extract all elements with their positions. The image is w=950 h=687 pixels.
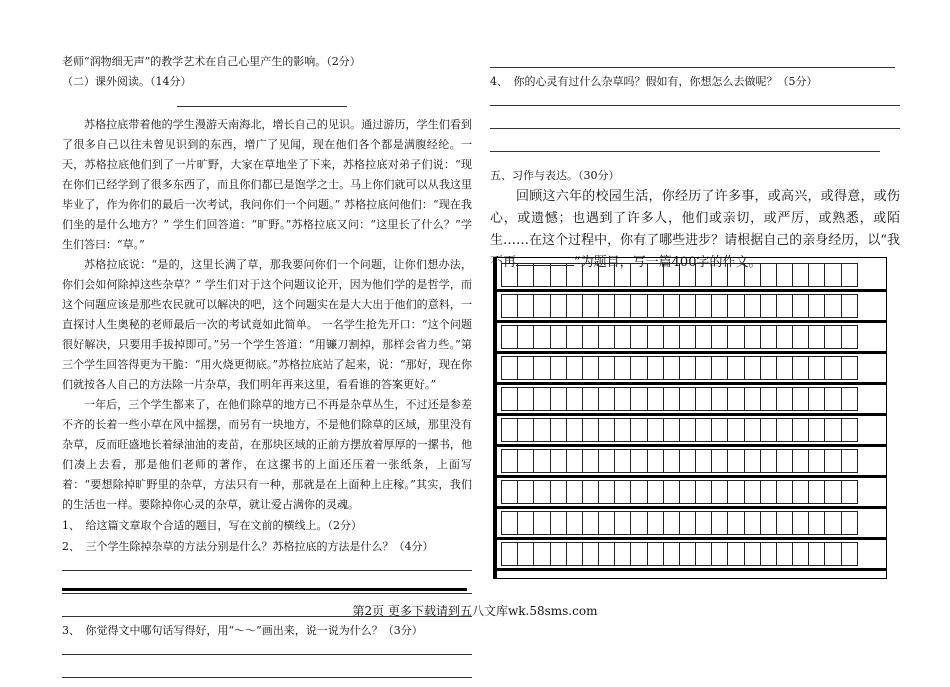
grid-cell[interactable] [630,511,647,535]
passage-paragraph: 一年后，三个学生都来了，在他们除草的地方已不再是杂草丛生，不过还是参差不齐的长着一些小草在风中摇摆，而另有一块地方，不是他们除草的区域，那里没有杂草，反而旺盛地长着绿油油的麦苗，在那块区域的正前方摆放着厚厚的一摞书，他们凑上去看，那是他们老师的著作，在这摞书的上面还压着一张纸条，上面写着：“要想除掉旷野里的杂草，方法只有一种，那就是在上面种上庄稼。”其实，我们的生活也一样。要除掉你心灵的杂草，就让爱占满你的灵魂。 [62,398,472,511]
grid-cell[interactable] [533,387,550,411]
prompt-text: 回顾这六年的校园生活，你经历了许多事，或高兴，或得意，或伤心，或遗憾；也遇到了许多人，他们或亲切，或严厉，或熟悉，或陌生……在这个过程中，你有了哪些进步？请根据自己的亲身经历，以“我不再 [490,189,900,270]
grid-cell[interactable] [598,449,615,473]
right-column [490,52,900,274]
grid-cell[interactable] [841,294,858,318]
grid-cell[interactable] [647,449,664,473]
grid-cell[interactable] [744,263,761,287]
grid-cell[interactable] [647,325,664,349]
grid-cell[interactable] [566,356,583,380]
grid-cell[interactable] [630,449,647,473]
grid-cell[interactable] [647,294,664,318]
grid-cell[interactable] [695,449,712,473]
grid-cell[interactable] [614,480,631,504]
grid-cell[interactable] [760,387,777,411]
grid-row [501,356,879,380]
grid-cell[interactable] [566,542,583,566]
grid-cell[interactable] [533,325,550,349]
grid-row-separator [497,444,887,447]
grid-cell[interactable] [808,418,825,442]
grid-cell[interactable] [808,294,825,318]
grid-cell[interactable] [776,542,793,566]
grid-cell[interactable] [517,418,534,442]
grid-cell[interactable] [824,480,841,504]
grid-cell[interactable] [841,263,858,287]
grid-cell[interactable] [517,294,534,318]
grid-cell[interactable] [711,511,728,535]
grid-cell[interactable] [776,325,793,349]
passage-paragraph: 苏格拉底带着他的学生漫游天南海北，增长自己的见识。通过游历，学生们看到了很多自己以往未曾见识到的东西，增广了见闻，现在他们各个都是满腹经纶。一天，苏格拉底他们到了一片旷野，大家在草地坐了下来，苏格拉底对弟子们说：“现在你们已经学到了很多东西了，而且你们都已是饱学之士。马上你们就可以从我这里毕业了，作为你们的最后一次考试，我问你们一个问题。” 苏格拉底问他们：“现在我们坐的是什么地方？” 学生们回答道：“旷野。”苏格拉底又问：“这里长了什么？”学生们答曰：“草。” [62,118,472,251]
grid-cell[interactable] [630,387,647,411]
grid-cell[interactable] [727,387,744,411]
grid-cell[interactable] [776,418,793,442]
grid-cell[interactable] [550,356,567,380]
grid-cell[interactable] [679,356,696,380]
grid-cell[interactable] [550,418,567,442]
grid-cell[interactable] [550,294,567,318]
grid-cell[interactable] [841,542,858,566]
grid-cell[interactable] [533,356,550,380]
grid-cell[interactable] [663,387,680,411]
grid-cell[interactable] [824,356,841,380]
grid-cell[interactable] [711,387,728,411]
grid-row-separator [497,568,887,571]
grid-cell[interactable] [614,387,631,411]
grid-cell[interactable] [679,294,696,318]
grid-cell[interactable] [841,480,858,504]
grid-cell[interactable] [614,263,631,287]
grid-cell[interactable] [792,542,809,566]
grid-cell[interactable] [647,511,664,535]
grid-cell[interactable] [824,542,841,566]
grid-cell[interactable] [614,449,631,473]
grid-cell[interactable] [711,418,728,442]
grid-cell[interactable] [776,294,793,318]
grid-cell[interactable] [566,480,583,504]
grid-row-separator [497,537,887,540]
grid-cell[interactable] [550,263,567,287]
grid-cell[interactable] [550,387,567,411]
grid-cell[interactable] [760,356,777,380]
grid-cell[interactable] [792,263,809,287]
grid-cell[interactable] [630,263,647,287]
grid-cell[interactable] [550,480,567,504]
grid-cell[interactable] [808,511,825,535]
grid-cell[interactable] [614,325,631,349]
grid-cell[interactable] [695,263,712,287]
grid-cell[interactable] [744,294,761,318]
grid-cell[interactable] [808,356,825,380]
grid-cell[interactable] [630,418,647,442]
answer-line[interactable] [62,557,472,571]
answer-line[interactable] [62,580,472,594]
composition-grid[interactable] [493,257,887,579]
grid-cell[interactable] [760,294,777,318]
grid-cell[interactable] [566,294,583,318]
grid-cell[interactable] [760,263,777,287]
grid-cell[interactable] [517,387,534,411]
grid-cell[interactable] [517,356,534,380]
grid-cell[interactable] [824,511,841,535]
grid-cell[interactable] [727,356,744,380]
grid-cell[interactable] [598,387,615,411]
grid-cell[interactable] [550,542,567,566]
grid-cell[interactable] [663,418,680,442]
grid-cell[interactable] [533,449,550,473]
grid-row [501,325,879,349]
grid-cell[interactable] [614,294,631,318]
grid-cell[interactable] [711,325,728,349]
grid-cell[interactable] [760,325,777,349]
grid-row-separator [497,475,887,478]
grid-row [501,418,879,442]
grid-cell[interactable] [663,356,680,380]
title-blank-line[interactable] [177,96,347,107]
grid-cell[interactable] [808,263,825,287]
grid-cell[interactable] [824,418,841,442]
grid-cell[interactable] [647,263,664,287]
page-footer: 第2页 更多下载请到五八文库wk.58sms.com [352,604,598,618]
grid-cell[interactable] [760,418,777,442]
grid-cell[interactable] [566,449,583,473]
grid-cell[interactable] [776,449,793,473]
grid-cell[interactable] [841,449,858,473]
grid-cell[interactable] [711,542,728,566]
grid-cell[interactable] [679,263,696,287]
grid-cell[interactable] [630,480,647,504]
grid-cell[interactable] [744,418,761,442]
grid-cell[interactable] [533,480,550,504]
answer-line[interactable] [62,641,472,655]
grid-cell[interactable] [501,387,518,411]
grid-cell[interactable] [630,542,647,566]
passage-paragraph: 苏格拉底说：“是的，这里长满了草，那我要问你们一个问题，让你们想办法，你们会如何除掉这些杂草？” 学生们对于这个问题议论开，因为他们学的是哲学，而这个问题应该是那些农民就可以解决的吧，这个问题实在是大大出于他们的意料，一直探讨人生奥秘的老师最后一次的考试竟如此简单。 一名学生抢先开口：“这个问题很好解决，只要用手拔掉即可。”另一个学生答道：“用镰刀割掉，那样会省力些。”第三个学生回答得更为干脆：“用火烧更彻底。”苏格拉底站了起来，说：“那好，现在你们就按各人自己的方法除一片杂草，我们明年再来这里，看看谁的答案更好。” [62,258,472,391]
grid-cell[interactable] [841,325,858,349]
grid-cell[interactable] [792,325,809,349]
grid-row-separator [497,289,887,292]
grid-row [501,449,879,473]
question-2: 2、 三个学生除掉杂草的方法分别是什么？苏格拉底的方法是什么？（4分） [62,540,434,553]
grid-row [501,263,879,287]
grid-cell[interactable] [630,325,647,349]
grid-cell[interactable] [550,449,567,473]
grid-cell[interactable] [517,511,534,535]
grid-cell[interactable] [566,263,583,287]
grid-cell[interactable] [582,325,599,349]
grid-cell[interactable] [776,480,793,504]
grid-cell[interactable] [679,325,696,349]
grid-cell[interactable] [614,511,631,535]
grid-cell[interactable] [647,387,664,411]
grid-cell[interactable] [679,480,696,504]
grid-cell[interactable] [517,542,534,566]
grid-cell[interactable] [501,418,518,442]
grid-cell[interactable] [566,418,583,442]
grid-cell[interactable] [744,511,761,535]
grid-cell[interactable] [760,449,777,473]
grid-cell[interactable] [841,511,858,535]
answer-line[interactable] [490,92,900,106]
grid-cell[interactable] [760,542,777,566]
grid-cell[interactable] [501,511,518,535]
grid-row [501,387,879,411]
grid-cell[interactable] [566,511,583,535]
grid-cell[interactable] [760,480,777,504]
grid-cell[interactable] [841,387,858,411]
grid-cell[interactable] [501,263,518,287]
grid-row-separator [497,506,887,509]
grid-cell[interactable] [792,387,809,411]
grid-cell[interactable] [550,325,567,349]
grid-cell[interactable] [841,418,858,442]
grid-cell[interactable] [679,387,696,411]
grid-cell[interactable] [517,449,534,473]
grid-row [501,542,879,566]
grid-cell[interactable] [744,325,761,349]
grid-cell[interactable] [792,480,809,504]
answer-line[interactable] [490,138,880,152]
grid-cell[interactable] [808,480,825,504]
grid-cell[interactable] [727,418,744,442]
grid-cell[interactable] [727,480,744,504]
grid-cell[interactable] [824,387,841,411]
grid-row-separator [497,351,887,354]
section-heading-writing: 五、习作与表达。（30分） [490,169,620,182]
grid-cell[interactable] [776,263,793,287]
grid-cell[interactable] [824,263,841,287]
prompt-text-end: ”为题目，写一篇400字的作文。 [574,255,762,270]
grid-cell[interactable] [808,542,825,566]
grid-cell[interactable] [501,480,518,504]
answer-line[interactable] [62,664,472,678]
grid-row [501,480,879,504]
grid-cell[interactable] [679,449,696,473]
grid-cell[interactable] [727,263,744,287]
grid-cell[interactable] [744,356,761,380]
grid-cell[interactable] [663,449,680,473]
grid-cell[interactable] [647,480,664,504]
grid-cell[interactable] [663,294,680,318]
grid-cell[interactable] [711,449,728,473]
grid-cell[interactable] [695,418,712,442]
grid-cell[interactable] [663,480,680,504]
grid-cell[interactable] [711,294,728,318]
grid-cell[interactable] [792,511,809,535]
grid-cell[interactable] [695,356,712,380]
grid-cell[interactable] [582,263,599,287]
grid-cell[interactable] [695,511,712,535]
grid-cell[interactable] [501,294,518,318]
grid-cell[interactable] [501,542,518,566]
grid-row-separator [497,320,887,323]
grid-cell[interactable] [517,263,534,287]
grid-cell[interactable] [630,294,647,318]
grid-cell[interactable] [679,418,696,442]
grid-cell[interactable] [663,325,680,349]
grid-cell[interactable] [582,480,599,504]
grid-cell[interactable] [582,418,599,442]
grid-cell[interactable] [663,263,680,287]
grid-cell[interactable] [727,511,744,535]
grid-cell[interactable] [501,449,518,473]
grid-cell[interactable] [598,511,615,535]
grid-cell[interactable] [711,356,728,380]
grid-cell[interactable] [695,325,712,349]
grid-cell[interactable] [566,325,583,349]
grid-cell[interactable] [727,325,744,349]
grid-cell[interactable] [517,480,534,504]
grid-cell[interactable] [533,294,550,318]
divider [62,588,467,591]
grid-cell[interactable] [582,511,599,535]
grid-cell[interactable] [744,449,761,473]
grid-cell[interactable] [501,356,518,380]
grid-cell[interactable] [647,542,664,566]
grid-cell[interactable] [824,294,841,318]
question-4: 4、 你的心灵有过什么杂草吗？假如有，你想怎么去做呢？（5分） [490,75,818,88]
grid-cell[interactable] [808,387,825,411]
grid-cell[interactable] [808,325,825,349]
grid-cell[interactable] [841,356,858,380]
left-column [62,52,472,687]
grid-row-separator [497,382,887,385]
section-heading-reading: （二）课外阅读。（14分） [62,75,192,88]
grid-cell[interactable] [776,356,793,380]
grid-cell[interactable] [582,542,599,566]
grid-cell[interactable] [776,387,793,411]
grid-cell[interactable] [647,418,664,442]
grid-cell[interactable] [598,542,615,566]
grid-cell[interactable] [598,263,615,287]
grid-cell[interactable] [824,449,841,473]
grid-cell[interactable] [517,325,534,349]
grid-cell[interactable] [808,449,825,473]
grid-cell[interactable] [760,511,777,535]
grid-cell[interactable] [744,387,761,411]
grid-cell[interactable] [533,511,550,535]
grid-row [501,511,879,535]
grid-cell[interactable] [598,480,615,504]
grid-cell[interactable] [663,511,680,535]
grid-cell[interactable] [598,356,615,380]
grid-cell[interactable] [744,480,761,504]
grid-cell[interactable] [598,325,615,349]
grid-cell[interactable] [744,542,761,566]
grid-cell[interactable] [679,542,696,566]
grid-cell[interactable] [582,387,599,411]
grid-cell[interactable] [776,511,793,535]
grid-cell[interactable] [727,294,744,318]
grid-cell[interactable] [614,356,631,380]
grid-cell[interactable] [711,263,728,287]
grid-cell[interactable] [824,325,841,349]
grid-cell[interactable] [614,542,631,566]
grid-cell[interactable] [582,449,599,473]
grid-cell[interactable] [647,356,664,380]
answer-line[interactable] [490,115,900,129]
grid-cell[interactable] [630,356,647,380]
question-3: 3、 你觉得文中哪句话写得好，用“～～”画出来，说一说为什么？（3分） [62,624,423,637]
grid-cell[interactable] [679,511,696,535]
grid-cell[interactable] [727,449,744,473]
grid-row [501,294,879,318]
grid-cell[interactable] [598,418,615,442]
grid-cell[interactable] [501,325,518,349]
grid-cell[interactable] [663,542,680,566]
grid-cell[interactable] [695,387,712,411]
grid-cell[interactable] [792,294,809,318]
grid-cell[interactable] [550,511,567,535]
grid-cell[interactable] [566,387,583,411]
grid-cell[interactable] [695,480,712,504]
grid-cell[interactable] [614,418,631,442]
grid-cell[interactable] [695,294,712,318]
grid-cell[interactable] [727,542,744,566]
question-tail: 老师“润物细无声”的教学艺术在自己心里产生的影响。（2分） [62,55,361,68]
grid-cell[interactable] [582,294,599,318]
grid-cell[interactable] [695,542,712,566]
grid-cell[interactable] [533,542,550,566]
grid-row-separator [497,413,887,416]
grid-cell[interactable] [533,263,550,287]
grid-cell[interactable] [792,418,809,442]
grid-cell[interactable] [533,418,550,442]
question-1: 1、 给这篇文章取个合适的题目，写在文前的横线上。（2分） [62,519,362,532]
grid-cell[interactable] [792,356,809,380]
grid-cell[interactable] [598,294,615,318]
grid-cell[interactable] [711,480,728,504]
grid-cell[interactable] [582,356,599,380]
grid-cell[interactable] [792,449,809,473]
